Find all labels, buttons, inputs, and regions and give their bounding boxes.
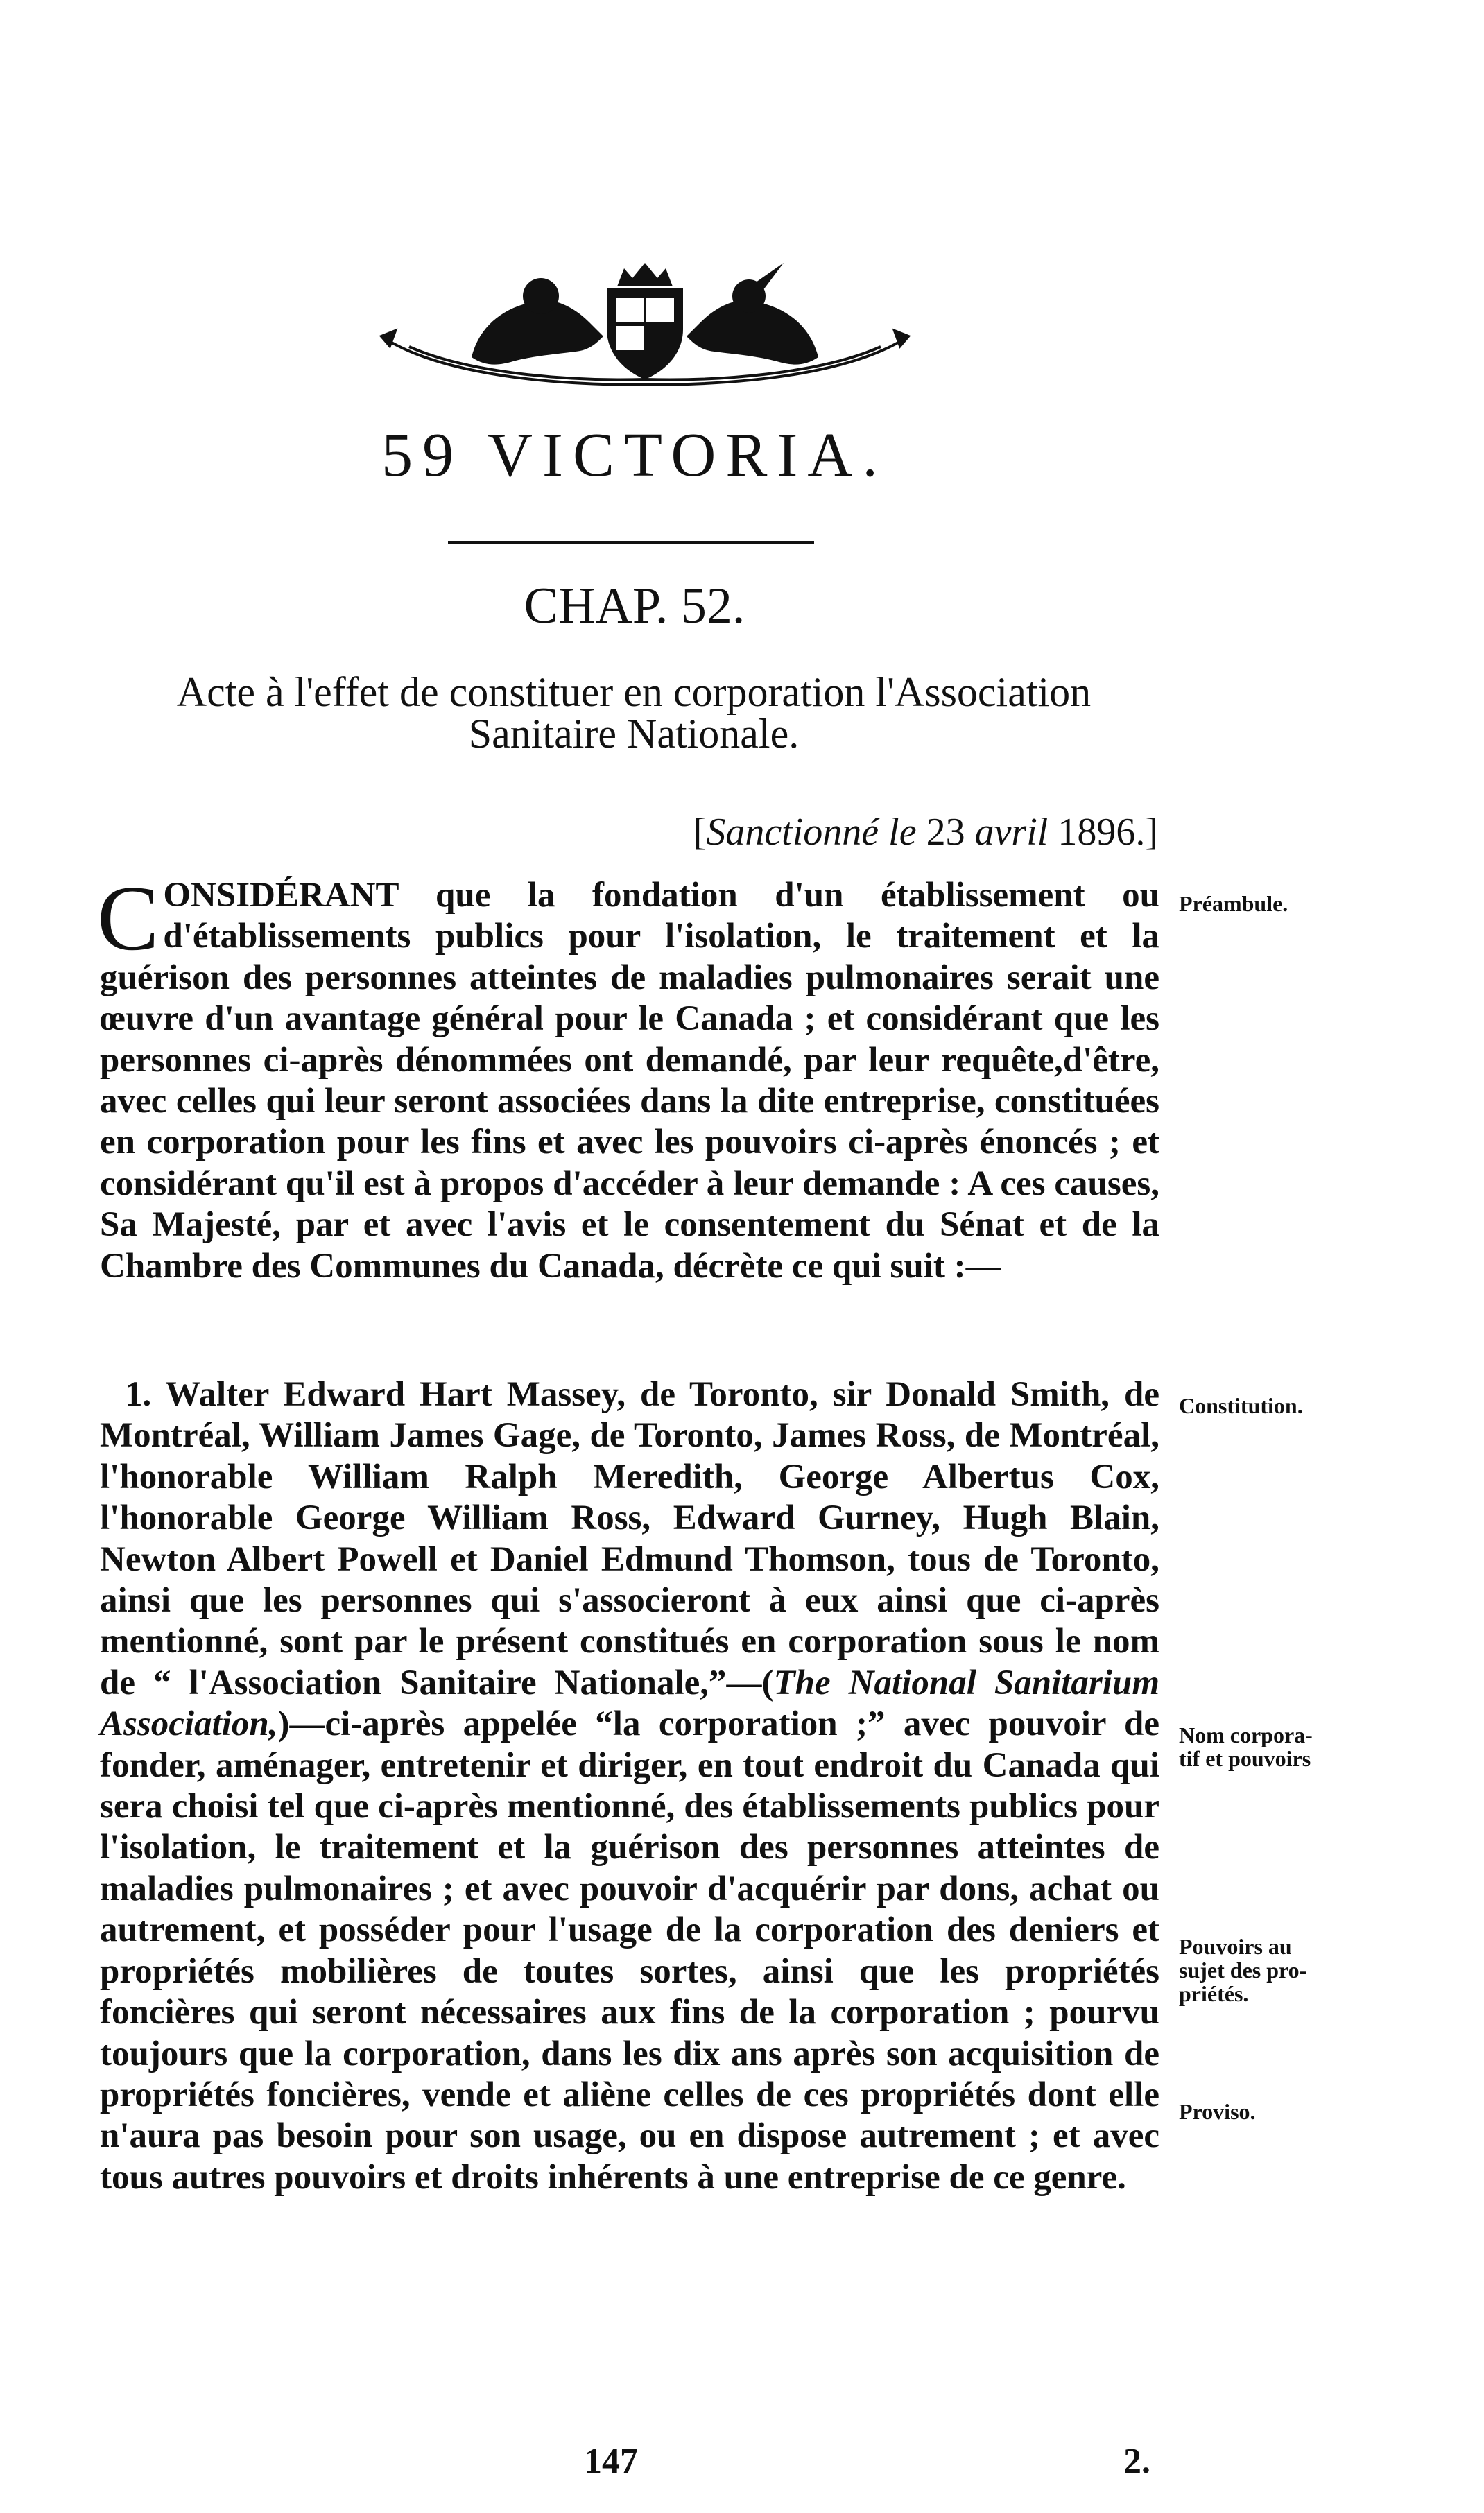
- page-number: 147: [584, 2442, 638, 2481]
- drop-cap: C: [97, 867, 159, 969]
- royal-coat-of-arms-icon: [368, 260, 922, 399]
- catchword: 2.: [1123, 2442, 1150, 2481]
- act-title: Acte à l'effet de constituer en corporation l'Association Sanitaire Nationale.: [176, 669, 1092, 757]
- english-corporate-name: The National Sanitarium Association,: [100, 1663, 1159, 1744]
- section-1-text-a: Walter Edward Hart Massey, de Toronto, sir Donald Smith, de Montréal, William James Gage, de Toronto, James Ross, de Montréal, l'honorable William Ralph Meredith, George Albertus Cox, l'honorable George William Ross, Edward Gurney, Hugh Blain, Newton Albert Powell et Daniel Edmund Thomson, tous de Toronto, ainsi que les personnes qui s'associeront à eux ainsi que ci-après mentionné, sont par le présent constitués en corporation sous le nom de “ l'Association Sanitaire Nationale,”—(: [100, 1375, 1159, 1702]
- margin-note-constitution: Constitution.: [1179, 1393, 1303, 1418]
- margin-note-proviso: Proviso.: [1179, 2099, 1256, 2124]
- sanction-date: [Sanctionné le 23 avril 1896.]: [693, 811, 1158, 854]
- chapter-heading: CHAP. 52.: [524, 578, 745, 634]
- section-1-text-b: )—ci-après appelée “la corporation ;” avec pouvoir de fonder, aménager, entretenir et diriger, en tout endroit du Canada qui sera choisi tel que ci-après mentionné, des établissements publics pour l'isolation, le traitement et la guérison des personnes atteintes de maladies pulmonaires ; et avec pouvoir d'acquérir par dons, achat ou autrement, et posséder pour l'usage de la corporation des deniers et propriétés mobilières de toutes sortes, ainsi que les propriétés foncières qui seront nécessaires aux fins de la corporation ; pourvu toujours que la corporation, dans les dix ans après son acquisition de propriétés foncières, vende et aliène celles de ces propriétés dont elle n'aura pas besoin pour son usage, ou en dispose autrement ; et avec tous autres pouvoirs et droits inhérents à une entreprise de ce genre.: [100, 1704, 1159, 2197]
- heading-divider: [448, 541, 814, 544]
- margin-note-pouvoirs: Pouvoirs au sujet des pro- priétés.: [1179, 1934, 1307, 2006]
- margin-note-nom-corporatif: Nom corpora- tif et pouvoirs: [1179, 1722, 1313, 1771]
- preamble-paragraph: [97, 867, 1159, 1287]
- margin-note-preambule: Préambule.: [1179, 891, 1288, 916]
- preamble-text: ONSIDÉRANT que la fondation d'un établissement ou d'établissements publics pour l'isolation, le traitement et la guérison des personnes atteintes de maladies pulmonaires serait une œuvre d'un avantage général pour le Canada ; et considérant que les personnes ci-après dénommées ont demandé, par leur requête,d'être, avec celles qui leur seront associées dans la dite entreprise, constituées en corporation pour les fins et avec les pouvoirs ci-après énoncés ; et considérant qu'il est à propos d'accéder à leur demande : A ces causes, Sa Majesté, par et avec l'avis et le consentement du Sénat et de la Chambre des Communes du Canada, décrète ce qui suit :—: [100, 876, 1159, 1286]
- regnal-year-heading: 59 VICTORIA.: [381, 421, 888, 490]
- section-1-paragraph: [100, 1374, 1159, 2198]
- section-number: 1.: [125, 1375, 152, 1414]
